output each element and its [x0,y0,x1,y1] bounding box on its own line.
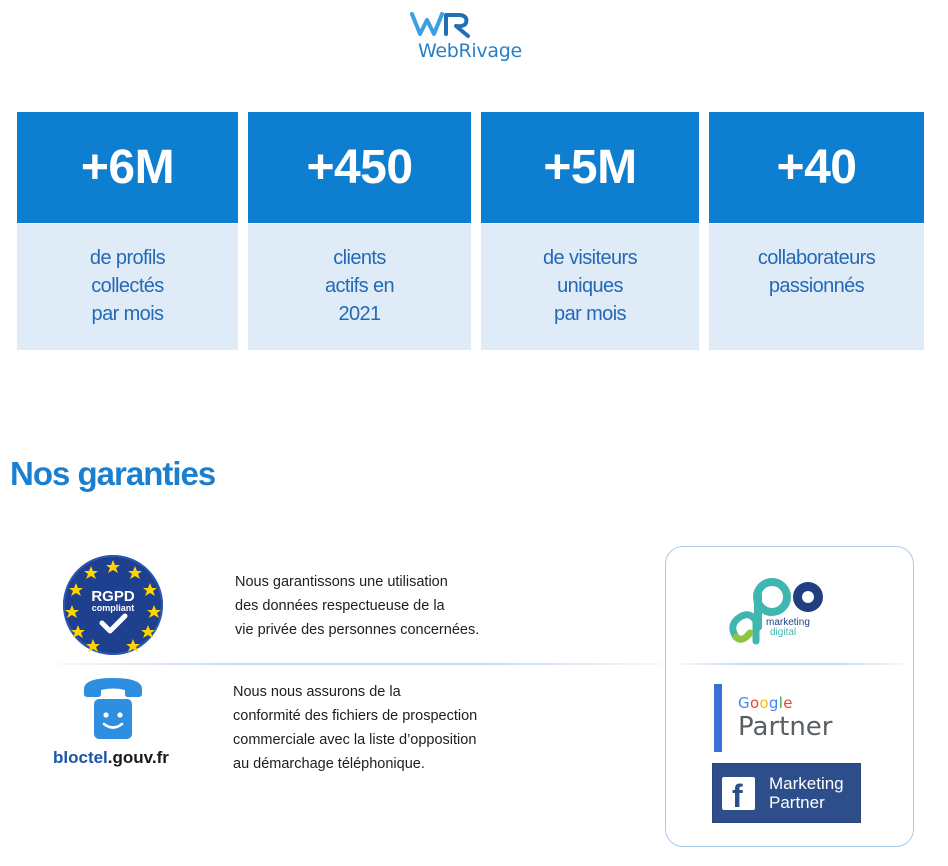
bloctel-phone-icon [80,675,146,748]
guarantee-text-line: commerciale avec la liste d’opposition [233,732,477,748]
guarantee-text-line: conformité des fichiers de prospection [233,708,478,724]
guarantee-text-line: des données respectueuse de la [235,598,445,614]
stat-line: collaborateurs [757,247,876,269]
guarantee-text-line: Nous garantissons une utilisation [235,574,448,590]
pa-marketing-digital-logo[interactable] [728,577,838,647]
pa-line2: digital [770,627,797,638]
stat-line: de visiteurs [543,247,637,269]
webrivage-logo[interactable] [408,10,528,68]
facebook-badge-line: Partner [769,793,825,812]
stat-line: par mois [554,303,626,325]
stat-value: +40 [776,141,857,194]
rgpd-badge-title: RGPD [91,588,135,605]
section-title: Nos garanties [10,455,216,492]
stat-card-clients [248,112,471,349]
rgpd-compliant-badge-icon [62,554,164,661]
stat-line: uniques [557,275,623,297]
stat-value: +6M [80,141,175,194]
facebook-icon [722,777,755,814]
stat-card-collaborators [709,112,924,349]
bloctel-domain: .gouv.fr [107,748,169,767]
google-partner-badge[interactable] [714,684,844,750]
guarantee-text-line: vie privée des personnes concernées. [235,622,480,638]
stat-line: par mois [91,303,164,325]
facebook-letter: f [732,778,743,814]
partners-card [665,546,914,847]
guarantee-divider [60,663,660,665]
wr-logo-mark-icon [410,10,482,40]
google-partner-bar [714,684,722,752]
bloctel-brand: bloctel [53,748,108,767]
stat-line: collectés [91,275,164,297]
pa-logo-icon [728,577,838,647]
pa-line1: marketing [766,617,810,628]
guarantee-text-line: au démarchage téléphonique. [233,756,425,772]
stat-card-profiles [17,112,238,349]
stat-card-visitors [481,112,699,349]
facebook-marketing-partner-badge[interactable] [712,763,861,823]
rgpd-badge-subtitle: compliant [91,603,135,613]
facebook-badge-line: Marketing [769,774,844,793]
google-partner-label: Partner [738,712,833,742]
bloctel-label [53,748,169,768]
stat-value: +5M [543,141,637,194]
brand-name: WebRivage [418,40,522,62]
stat-line: passionnés [768,275,865,297]
stat-line: 2021 [338,303,381,325]
guarantee-text-line: Nous nous assurons de la [233,684,401,700]
stat-line: de profils [89,247,166,269]
partners-divider [678,663,903,665]
stat-line: clients [333,247,386,269]
stat-line: actifs en [324,275,395,297]
google-wordmark: Google [738,694,793,712]
stat-value: +450 [306,141,413,194]
